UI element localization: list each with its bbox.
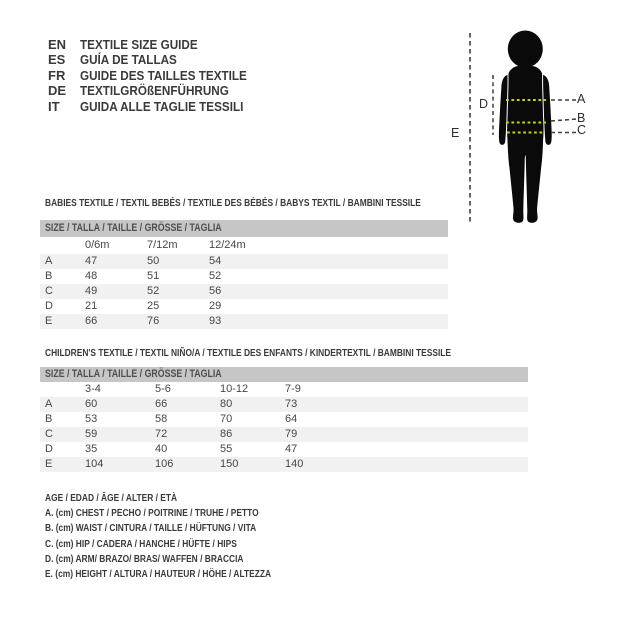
language-code: EN (48, 37, 67, 52)
cell: 55 (220, 443, 233, 455)
guide-title: GUÍA DE TALLAS (80, 52, 177, 68)
language-title-list (48, 37, 265, 114)
language-code: DE (48, 83, 67, 99)
language-code: IT (48, 98, 60, 114)
babies-section-title: BABIES TEXTILE / TEXTIL BEBÉS / TEXTILE DES BÉBÉS / BABYS TEXTIL / BAMBINI TESSILE (45, 197, 421, 209)
table-row (40, 314, 448, 329)
table-row (40, 457, 528, 472)
row-label: C (45, 284, 53, 297)
legend-hip: C. (cm) HIP / CADERA / HANCHE / HÜFTE / HIPS (45, 537, 237, 550)
cell: 79 (285, 428, 298, 440)
age-column: 7/12m (147, 239, 178, 251)
table-header-bar: SIZE / TALLA / TAILLE / GRÖSSE / TAGLIA (40, 367, 528, 382)
cell: 64 (285, 413, 298, 425)
language-code: FR (48, 67, 66, 83)
children-section-title: CHILDREN'S TEXTILE / TEXTIL NIÑO/A / TEXTILE DES ENFANTS / KINDERTEXTIL / BAMBINI TESSILE (45, 347, 452, 359)
measure-label-height: E (451, 126, 460, 140)
cell: 21 (85, 300, 98, 313)
legend-height: E. (cm) HEIGHT / ALTURA / HAUTEUR / HÖHE / ALTEZZA (45, 567, 272, 580)
measure-label-waist: B (577, 111, 586, 125)
age-columns-row (40, 237, 448, 254)
cell: 35 (85, 443, 98, 455)
row-label: D (45, 300, 53, 313)
cell: 50 (147, 254, 160, 267)
legend-chest: A. (cm) CHEST / PECHO / POITRINE / TRUHE / PETTO (45, 507, 259, 520)
cell: 40 (155, 443, 168, 455)
guide-title: GUIDA ALLE TAGLIE TESSILI (80, 98, 244, 114)
age-column: 5-6 (155, 382, 171, 395)
language-row (48, 68, 265, 83)
cell: 104 (85, 458, 104, 470)
cell: 106 (155, 458, 174, 470)
table-row (40, 412, 528, 427)
language-row (48, 99, 265, 114)
row-label: E (45, 315, 53, 328)
language-row (48, 37, 265, 52)
cell: 53 (85, 413, 98, 425)
row-label: B (45, 413, 53, 425)
cell: 59 (85, 428, 98, 440)
cell: 48 (85, 269, 98, 282)
measure-line-b-icon (551, 119, 577, 121)
cell: 72 (155, 428, 168, 440)
cell: 25 (147, 300, 160, 313)
cell: 70 (220, 413, 233, 425)
table-row (40, 284, 448, 299)
cell: 47 (285, 443, 298, 455)
children-size-table (40, 367, 528, 472)
measure-label-chest: A (577, 92, 586, 106)
row-label: A (45, 398, 53, 410)
row-label: E (45, 458, 53, 470)
babies-size-table (40, 220, 448, 329)
measurement-legend (45, 491, 328, 582)
age-column: 7-9 (285, 382, 301, 395)
legend-arm: D. (cm) ARM/ BRAZO/ BRAS/ WAFFEN / BRACCIA (45, 552, 244, 565)
guide-title: TEXTILGRÖßENFÜHRUNG (80, 83, 229, 99)
language-row (48, 83, 265, 98)
cell: 54 (209, 254, 222, 267)
table-row (40, 427, 528, 442)
measure-label-arm: D (479, 97, 489, 111)
table-row (40, 299, 448, 314)
legend-age: AGE / EDAD / ÂGE / ALTER / ETÀ (45, 492, 178, 504)
language-code: ES (48, 52, 66, 68)
cell: 56 (209, 284, 222, 297)
table-header-bar: SIZE / TALLA / TAILLE / GRÖSSE / TAGLIA (40, 220, 448, 237)
row-label: A (45, 254, 53, 267)
cell: 66 (85, 315, 98, 328)
table-row (40, 442, 528, 457)
age-column: 12/24m (209, 239, 246, 251)
cell: 86 (220, 428, 233, 440)
language-row (48, 52, 265, 67)
cell: 80 (220, 398, 233, 410)
age-column: 10-12 (220, 382, 249, 395)
guide-title: TEXTILE SIZE GUIDE (80, 37, 198, 52)
cell: 47 (85, 254, 98, 267)
cell: 66 (155, 398, 168, 410)
cell: 73 (285, 398, 298, 410)
cell: 29 (209, 300, 222, 313)
age-columns-row (40, 382, 528, 398)
cell: 49 (85, 284, 98, 297)
cell: 140 (285, 458, 304, 470)
cell: 150 (220, 458, 239, 470)
legend-waist: B. (cm) WAIST / CINTURA / TAILLE / HÜFTUNG / VITA (45, 522, 257, 535)
guide-title: GUIDE DES TAILLES TEXTILE (80, 67, 247, 83)
row-label: D (45, 443, 53, 455)
measure-label-hip: C (577, 123, 587, 137)
row-label: B (45, 269, 53, 282)
cell: 93 (209, 315, 222, 328)
cell: 52 (147, 284, 160, 297)
row-label: C (45, 428, 53, 440)
table-row (40, 397, 528, 412)
cell: 52 (209, 269, 222, 282)
cell: 51 (147, 269, 160, 282)
age-column: 0/6m (85, 239, 110, 251)
cell: 60 (85, 398, 98, 410)
age-column: 3-4 (85, 382, 101, 395)
table-row (40, 254, 448, 269)
cell: 58 (155, 413, 168, 425)
table-row (40, 269, 448, 284)
cell: 76 (147, 315, 160, 328)
